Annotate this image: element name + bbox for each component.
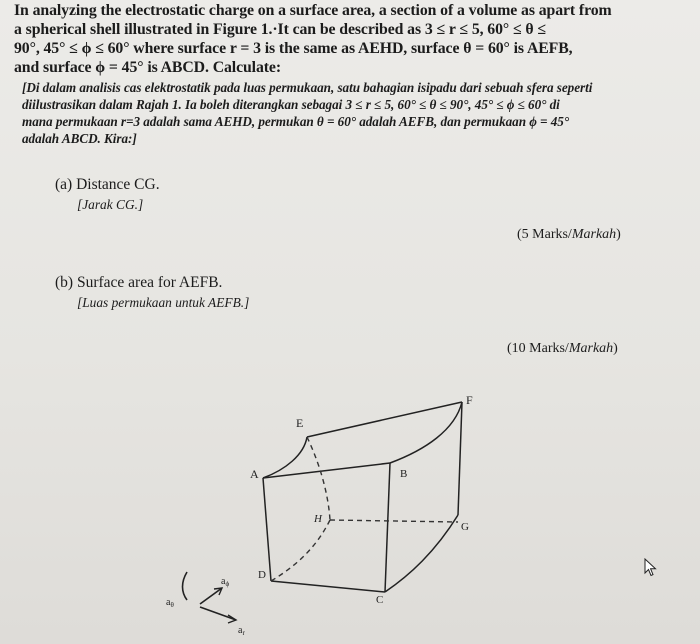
label-D: D	[258, 569, 266, 581]
intro-ms-line-2: diilustrasikan dalam Rajah 1. Ia boleh diterangkan sebagai 3 ≤ r ≤ 5, 60° ≤ θ ≤ 90°, 45° ≤ ϕ ≤ 60° di	[22, 97, 560, 112]
question-b-label: (b) Surface area for AEFB.	[55, 274, 223, 291]
label-A: A	[250, 467, 259, 481]
edge-BC	[385, 463, 390, 592]
edge-DC	[271, 581, 385, 592]
label-C: C	[376, 594, 384, 606]
label-a-theta: $a_\theta$	[166, 597, 174, 609]
label-E: E	[296, 416, 304, 430]
label-H: H	[314, 513, 322, 525]
label-a-r: $a_r$	[238, 625, 245, 637]
edge-BF	[390, 402, 462, 463]
intro-ms-line-3: mana permukaan r=3 adalah sama AEHD, permukan θ = 60° adalah AEFB, dan permukaan ϕ = 45°	[22, 114, 570, 129]
question-a-translation: [Jarak CG.]	[77, 197, 144, 212]
intro-line-4: and surface ϕ = 45° is ABCD. Calculate:	[14, 59, 281, 76]
edge-AE	[263, 437, 307, 478]
label-B: B	[400, 468, 408, 480]
edge-HG-dashed	[330, 520, 458, 522]
edge-FG	[458, 402, 462, 515]
edge-HD-dashed	[271, 520, 330, 581]
a-phi-arrow	[200, 588, 222, 604]
a-r-arrow	[200, 607, 236, 620]
label-a-phi: $a_\phi$	[221, 576, 230, 588]
intro-ms-line-1: [Di dalam analisis cas elektrostatik pada luas permukaan, satu bahagian isipadu dari sebuah sfera seperti	[22, 80, 593, 95]
edge-AB	[263, 463, 390, 478]
label-F: F	[466, 393, 473, 407]
question-b-translation: [Luas permukaan untuk AEFB.]	[77, 295, 250, 310]
mouse-cursor-icon	[644, 558, 658, 578]
intro-line-3: 90°, 45° ≤ ϕ ≤ 60° where surface r = 3 is the same as AEHD, surface θ = 60° is AEFB,	[14, 40, 573, 57]
intro-ms-line-4: adalah ABCD. Kira:]	[22, 131, 137, 146]
question-b-marks: (10 Marks/Markah)	[507, 341, 618, 356]
label-G: G	[461, 521, 469, 533]
edge-AD	[263, 478, 271, 581]
intro-line-1: In analyzing the electrostatic charge on a surface area, a section of a volume as apart from	[14, 2, 612, 19]
question-a-marks: (5 Marks/Markah)	[517, 227, 621, 242]
intro-line-2: a spherical shell illustrated in Figure 1.·It can be described as 3 ≤ r ≤ 5, 60° ≤ θ ≤	[14, 21, 546, 38]
question-a-label: (a) Distance CG.	[55, 176, 160, 193]
edge-EH-dashed	[307, 437, 330, 520]
edge-EF	[307, 402, 462, 437]
a-theta-curve	[183, 572, 188, 600]
edge-GC	[385, 515, 458, 592]
